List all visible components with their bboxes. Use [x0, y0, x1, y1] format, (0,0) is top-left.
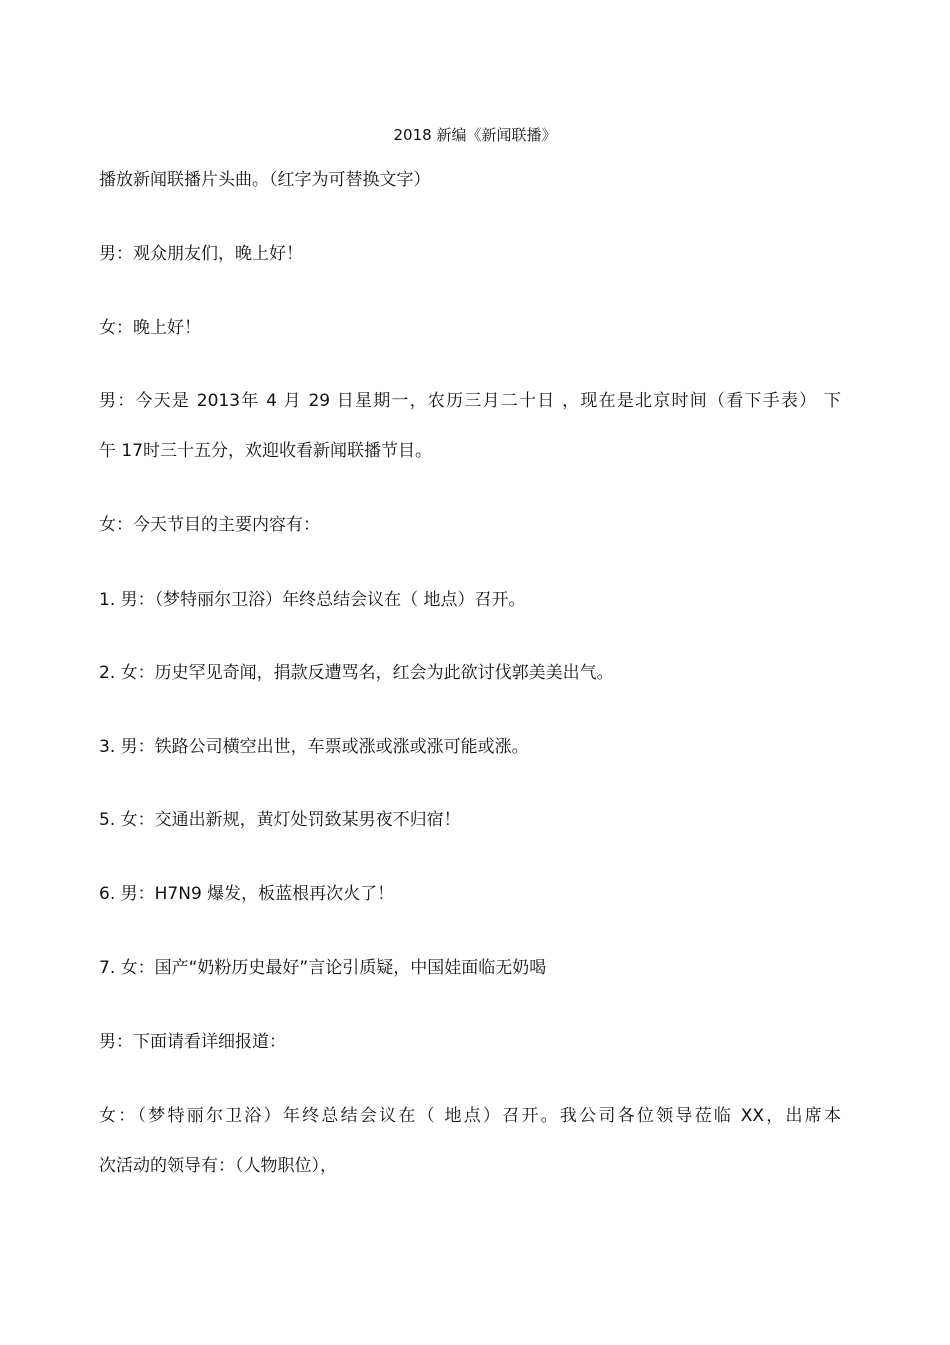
document-title: 2018 新编《新闻联播》 [393, 126, 557, 144]
paragraph-date-line-1: 男：今天是 2013年 4 月 29 日星期一，农历三月二十日 ，现在是北京时间（看下手表） 下 [99, 391, 841, 411]
paragraph-main-content-intro: 女：今天节目的主要内容有： [99, 515, 320, 535]
list-item-3: 3. 男：铁路公司横空出世，车票或涨或涨或涨可能或涨。 [99, 737, 529, 757]
list-item-2: 2. 女：历史罕见奇闻，捐款反遭骂名，红会为此欲讨伐郭美美出气。 [99, 663, 614, 683]
paragraph-detail-intro: 男：下面请看详细报道： [99, 1032, 286, 1052]
list-item-7: 7. 女：国产“奶粉历史最好”言论引质疑，中国娃面临无奶喝 [99, 958, 547, 978]
paragraph-male-greeting: 男：观众朋友们，晚上好！ [99, 244, 303, 264]
paragraph-detail-line-1: 女：（梦特丽尔卫浴）年终总结会议在（ 地点）召开。我公司各位领导莅临 XX，出席本 [99, 1106, 841, 1126]
list-item-5: 5. 女：交通出新规，黄灯处罚致某男夜不归宿！ [99, 810, 461, 830]
paragraph-detail-line-2: 次活动的领导有：（人物职位）， [99, 1156, 337, 1176]
paragraph-date-line-2: 午 17时三十五分，欢迎收看新闻联播节目。 [99, 441, 433, 461]
list-item-1: 1. 男：（梦特丽尔卫浴）年终总结会议在（ 地点）召开。 [99, 590, 526, 610]
paragraph-opening: 播放新闻联播片头曲。（红字为可替换文字） [99, 170, 431, 190]
paragraph-female-greeting: 女：晚上好！ [99, 318, 201, 338]
list-item-6: 6. 男：H7N9 爆发，板蓝根再次火了！ [99, 884, 395, 904]
